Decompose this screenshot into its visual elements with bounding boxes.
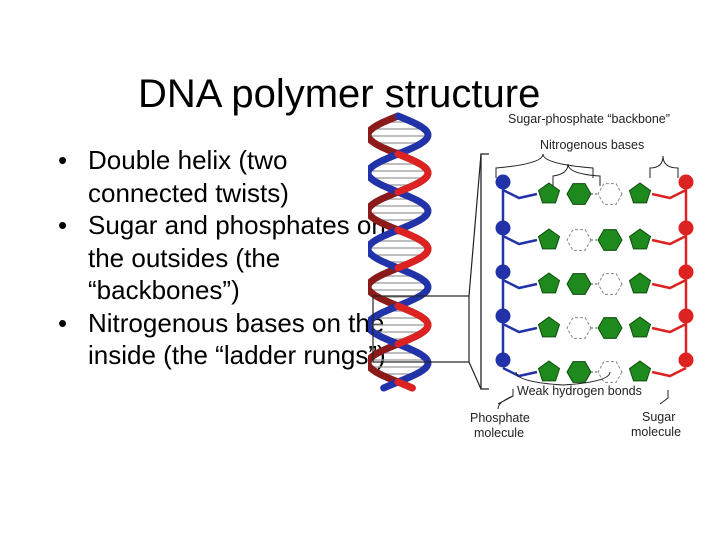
ladder-detail: [496, 175, 694, 383]
phosphate-ball: [679, 265, 694, 280]
bullet-text: Sugar and phosphates on the outsides (the “backbones”): [88, 210, 386, 305]
base-right-inner: [598, 184, 622, 205]
pointer-backbone-right: [650, 156, 678, 178]
helix-strand-red-segment: [398, 154, 428, 192]
label-weak-bonds: Weak hydrogen bonds: [517, 384, 642, 398]
bullet-text: Nitrogenous bases on the inside (the “ladder rungs”): [88, 307, 386, 370]
base-right-inner: [598, 318, 622, 339]
base-left: [539, 183, 560, 203]
base-left-inner: [567, 274, 591, 295]
label-phosphate-line2: molecule: [474, 426, 525, 440]
sugar-link-left: [503, 190, 537, 198]
ladder-rung-unit: [496, 353, 694, 383]
sugar-link-left: [503, 236, 537, 244]
base-right: [630, 273, 651, 293]
label-sugar-line2: molecule: [631, 425, 682, 439]
base-left: [539, 317, 560, 337]
pointer-bases: [553, 164, 600, 186]
base-right: [630, 317, 651, 337]
zoom-connector-top: [469, 154, 481, 296]
sugar-link-left: [503, 368, 537, 376]
label-phosphate-line1: Phosphate: [470, 411, 530, 425]
pointer-sugar: [660, 390, 668, 404]
phosphate-ball: [679, 353, 694, 368]
base-left: [539, 361, 560, 381]
base-left: [539, 273, 560, 293]
sugar-link-right: [652, 324, 686, 332]
sugar-link-left: [503, 324, 537, 332]
phosphate-ball: [679, 309, 694, 324]
phosphate-ball: [679, 175, 694, 190]
sugar-link-right: [652, 280, 686, 288]
bullet-item: [58, 307, 388, 372]
ladder-rung-unit: [496, 265, 694, 295]
sugar-link-right: [652, 368, 686, 376]
pointer-phosphate: [498, 389, 513, 409]
helix-strand-red-segment: [398, 382, 412, 388]
ladder-units: [496, 175, 694, 383]
base-right: [630, 229, 651, 249]
bullet-item: [58, 209, 388, 307]
phosphate-ball: [496, 175, 511, 190]
dna-diagram: [368, 104, 720, 450]
bullet-list: [58, 144, 388, 372]
pointer-backbone-left: [496, 154, 593, 178]
base-right: [630, 183, 651, 203]
sugar-link-right: [652, 190, 686, 198]
zoom-connector-bottom: [469, 362, 481, 389]
label-nitrogenous-bases: Nitrogenous bases: [540, 138, 645, 152]
phosphate-ball: [496, 353, 511, 368]
base-left-inner: [567, 318, 591, 339]
label-backbone: Sugar-phosphate “backbone”: [508, 112, 670, 126]
base-right: [630, 361, 651, 381]
base-left: [539, 229, 560, 249]
label-sugar-line1: Sugar: [642, 410, 676, 424]
phosphate-ball: [679, 221, 694, 236]
base-left-inner: [567, 230, 591, 251]
dna-diagram-svg: [368, 104, 720, 450]
base-right-inner: [598, 274, 622, 295]
bullet-dot: •: [58, 307, 68, 338]
molecule-bracket: [481, 154, 489, 389]
slide-title: DNA polymer structure: [138, 72, 541, 116]
sugar-link-right: [652, 236, 686, 244]
phosphate-ball: [496, 265, 511, 280]
bullet-dot: •: [58, 210, 68, 240]
bullet-dot: •: [58, 145, 68, 175]
ladder-rung-unit: [496, 221, 694, 251]
base-left-inner: [567, 362, 591, 383]
bullet-text: Double helix (two connected twists): [88, 145, 289, 208]
ladder-rung-unit: [496, 309, 694, 339]
double-helix: [368, 116, 428, 388]
phosphate-ball: [496, 221, 511, 236]
base-left-inner: [567, 184, 591, 205]
sugar-link-left: [503, 280, 537, 288]
phosphate-ball: [496, 309, 511, 324]
ladder-rung-unit: [496, 175, 694, 205]
bullet-item: [58, 144, 388, 209]
base-right-inner: [598, 230, 622, 251]
